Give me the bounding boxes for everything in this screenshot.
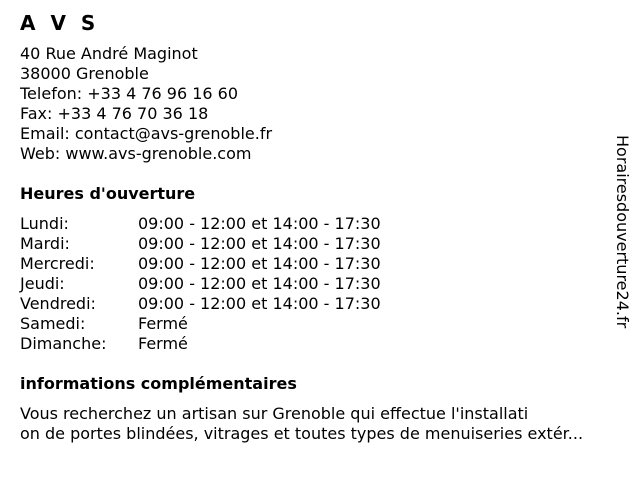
- hours-day-label: Vendredi:: [20, 294, 96, 313]
- website-address: Web: www.avs-grenoble.com: [20, 144, 252, 163]
- fax-number: Fax: +33 4 76 70 36 18: [20, 104, 209, 123]
- hours-day-label: Samedi:: [20, 314, 86, 333]
- address-street: 40 Rue André Maginot: [20, 44, 198, 63]
- hours-row-tuesday: [20, 234, 381, 254]
- hours-time-value: 09:00 - 12:00 et 14:00 - 17:30: [138, 254, 381, 273]
- hours-time-value: Fermé: [138, 334, 188, 353]
- contact-block: [20, 44, 272, 164]
- opening-hours-list: [20, 214, 381, 354]
- hours-row-monday: [20, 214, 381, 234]
- hours-day-label: Lundi:: [20, 214, 69, 233]
- hours-row-thursday: [20, 274, 381, 294]
- hours-time-value: 09:00 - 12:00 et 14:00 - 17:30: [138, 294, 381, 313]
- hours-time-value: 09:00 - 12:00 et 14:00 - 17:30: [138, 274, 381, 293]
- hours-day-label: Mardi:: [20, 234, 70, 253]
- additional-info-line: Vous recherchez un artisan sur Grenoble qui effectue l'installati: [20, 404, 529, 423]
- opening-hours-heading: Heures d'ouverture: [20, 184, 196, 203]
- hours-day-label: Dimanche:: [20, 334, 107, 353]
- hours-day-label: Jeudi:: [20, 274, 65, 293]
- hours-time-value: 09:00 - 12:00 et 14:00 - 17:30: [138, 214, 381, 233]
- phone-number: Telefon: +33 4 76 96 16 60: [20, 84, 239, 103]
- hours-row-sunday: [20, 334, 381, 354]
- hours-row-saturday: [20, 314, 381, 334]
- site-watermark: Horairesdouverture24.fr: [613, 135, 632, 329]
- additional-info-line: on de portes blindées, vitrages et toutes types de menuiseries extér...: [20, 424, 584, 443]
- additional-info-heading: informations complémentaires: [20, 374, 297, 393]
- hours-row-wednesday: [20, 254, 381, 274]
- business-name: A V S: [20, 11, 100, 35]
- additional-info-text: [20, 404, 635, 444]
- email-address: Email: contact@avs-grenoble.fr: [20, 124, 273, 143]
- hours-time-value: 09:00 - 12:00 et 14:00 - 17:30: [138, 234, 381, 253]
- hours-day-label: Mercredi:: [20, 254, 95, 273]
- hours-time-value: Fermé: [138, 314, 188, 333]
- address-city: 38000 Grenoble: [20, 64, 149, 83]
- hours-row-friday: [20, 294, 381, 314]
